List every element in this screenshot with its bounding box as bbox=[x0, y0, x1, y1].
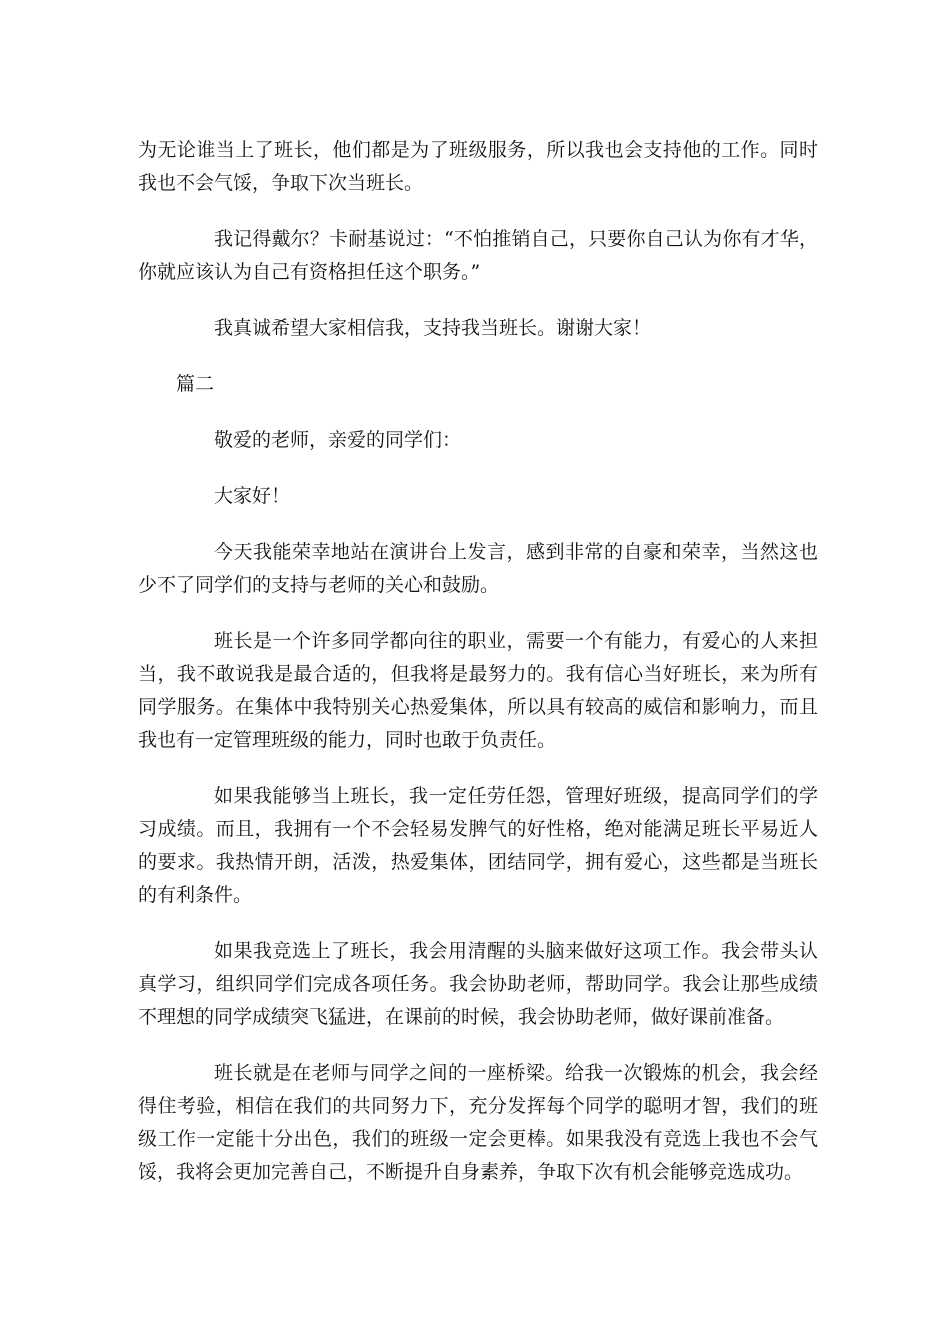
document-page bbox=[138, 134, 818, 1212]
paragraph-body: 如果我竞选上了班长，我会用清醒的头脑来做好这项工作。我会带头认真学习，组织同学们完成各项任务。我会协助老师，帮助同学。我会让那些成绩不理想的同学成绩突飞猛进，在课前的时候，我会协助老师，做好课前准备。 bbox=[138, 940, 818, 1028]
paragraph-body: 班长是一个许多同学都向往的职业，需要一个有能力，有爱心的人来担当，我不敢说我是最合适的，但我将是最努力的。我有信心当好班长，来为所有同学服务。在集体中我特别关心热爱集体，所以具有较高的威信和影响力，而且我也有一定管理班级的能力，同时也敢于负责任。 bbox=[138, 630, 818, 751]
paragraph-body: 班长就是在老师与同学之间的一座桥梁。给我一次锻炼的机会，我会经得住考验，相信在我们的共同努力下，充分发挥每个同学的聪明才智，我们的班级工作一定能十分出色，我们的班级一定会更棒。如果我没有竞选上我也不会气馁，我将会更加完善自己，不断提升自身素养，争取下次有机会能够竞选成功。 bbox=[138, 1062, 818, 1183]
paragraph-body: 如果我能够当上班长，我一定任劳任怨，管理好班级，提高同学们的学习成绩。而且，我拥有一个不会轻易发脾气的好性格，绝对能满足班长平易近人的要求。我热情开朗，活泼，热爱集体，团结同学，拥有爱心，这些都是当班长的有利条件。 bbox=[138, 785, 818, 906]
paragraph-greeting: 大家好！ bbox=[214, 485, 291, 507]
paragraph-salutation: 敬爱的老师，亲爱的同学们： bbox=[214, 429, 462, 451]
paragraph-body: 今天我能荣幸地站在演讲台上发言，感到非常的自豪和荣幸，当然这也少不了同学们的支持与老师的关心和鼓励。 bbox=[138, 541, 818, 596]
paragraph-closing: 我真诚希望大家相信我，支持我当班长。谢谢大家！ bbox=[214, 317, 652, 339]
paragraph-continuation: 为无论谁当上了班长，他们都是为了班级服务，所以我也会支持他的工作。同时我也不会气馁，争取下次当班长。 bbox=[138, 139, 818, 194]
section-heading: 篇二 bbox=[176, 373, 215, 395]
paragraph-quote: 我记得戴尔？卡耐基说过：“不怕推销自己，只要你自己认为你有才华，你就应该认为自己有资格担任这个职务。” bbox=[138, 228, 818, 283]
